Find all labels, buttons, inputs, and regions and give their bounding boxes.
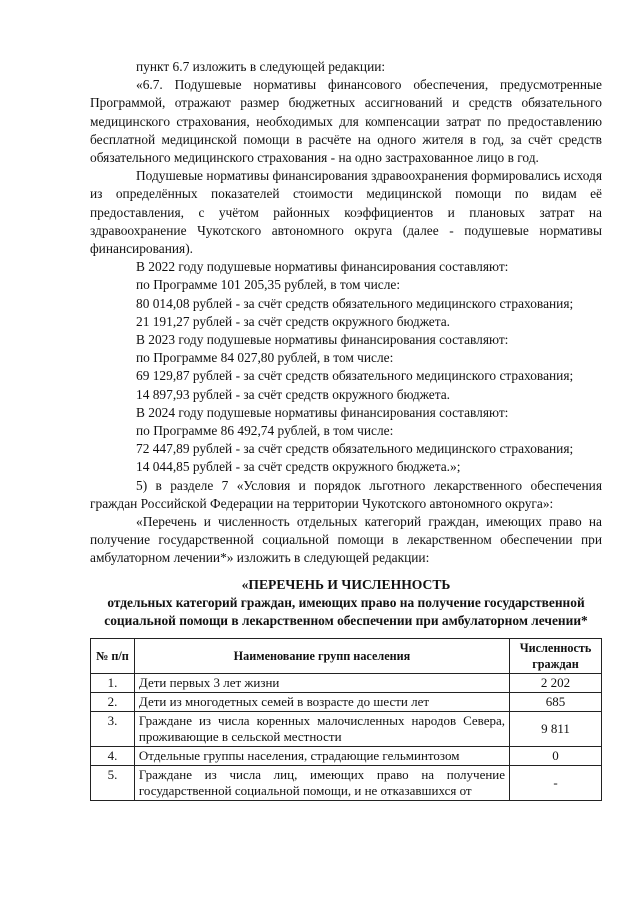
paragraph-2024-header: В 2024 году подушевые нормативы финансирования составляют: xyxy=(136,404,509,420)
row-count: 9 811 xyxy=(510,711,602,746)
row-group-name: Граждане из числа коренных малочисленных народов Севера, проживающие в сельской местности xyxy=(134,711,509,746)
table-row xyxy=(91,692,602,711)
table-subtitle: отдельных категорий граждан, имеющих право на получение государственной социальной помощи в лекарственном обеспечении при амбулаторном лечении* xyxy=(104,594,588,628)
table-row xyxy=(91,711,602,746)
paragraph-2023-oms: 69 129,87 рублей - за счёт средств обязательного медицинского страхования; xyxy=(136,368,574,384)
paragraph-2023-total: по Программе 84 027,80 рублей, в том числе: xyxy=(136,350,394,366)
header-number: № п/п xyxy=(91,638,135,673)
header-group-name: Наименование групп населения xyxy=(134,638,509,673)
beneficiaries-table xyxy=(90,638,602,801)
row-count: 0 xyxy=(510,746,602,765)
paragraph-2023-budget: 14 897,93 рублей - за счёт средств окружного бюджета. xyxy=(136,386,451,402)
paragraph-6-7: «6.7. Подушевые нормативы финансового обеспечения, предусмотренные Программой, отражают размер бюджетных ассигнований и средств обязательного медицинского страхования, необходимых для компенсации затрат по предоставлению бесплатной медицинской помощи в расчёте на одного жителя в год, за счёт средств обязательного медицинского страхования - на одно застрахованное лицо в год. xyxy=(90,77,602,166)
row-number: 2. xyxy=(91,692,135,711)
paragraph-2023-header: В 2023 году подушевые нормативы финансирования составляют: xyxy=(136,332,509,348)
paragraph-norms: Подушевые нормативы финансирования здравоохранения формировались исходя из определённых показателей стоимости медицинской помощи по видам её предоставления, с учётом районных коэффициентов и плановых затрат на здравоохранение Чукотского автономного округа (далее - подушевые нормативы финансирования). xyxy=(90,168,602,257)
table-row xyxy=(91,765,602,800)
header-count: Численность граждан xyxy=(510,638,602,673)
table-header-row xyxy=(91,638,602,673)
row-number: 1. xyxy=(91,673,135,692)
paragraph-2024-budget: 14 044,85 рублей - за счёт средств окружного бюджета.»; xyxy=(136,459,461,475)
row-count: 685 xyxy=(510,692,602,711)
row-group-name: Дети первых 3 лет жизни xyxy=(134,673,509,692)
paragraph-2022-total: по Программе 101 205,35 рублей, в том числе: xyxy=(136,277,401,293)
table-row xyxy=(91,746,602,765)
paragraph-2022-budget: 21 191,27 рублей - за счёт средств окружного бюджета. xyxy=(136,313,451,329)
row-group-name: Граждане из числа лиц, имеющих право на получение государственной социальной помощи, и не отказавшихся от xyxy=(134,765,509,800)
table-title: «ПЕРЕЧЕНЬ И ЧИСЛЕННОСТЬ xyxy=(241,576,451,592)
row-number: 4. xyxy=(91,746,135,765)
paragraph-section-7: 5) в разделе 7 «Условия и порядок льготного лекарственного обеспечения граждан Российской Федерации на территории Чукотского автономного округа»: xyxy=(90,477,602,511)
table-row xyxy=(91,673,602,692)
document-page xyxy=(90,58,602,801)
row-number: 3. xyxy=(91,711,135,746)
row-group-name: Отдельные группы населения, страдающие гельминтозом xyxy=(134,746,509,765)
paragraph-2024-oms: 72 447,89 рублей - за счёт средств обязательного медицинского страхования; xyxy=(136,441,574,457)
paragraph-2022-oms: 80 014,08 рублей - за счёт средств обязательного медицинского страхования; xyxy=(136,295,574,311)
row-count: - xyxy=(510,765,602,800)
paragraph-2024-total: по Программе 86 492,74 рублей, в том числе: xyxy=(136,423,394,439)
row-count: 2 202 xyxy=(510,673,602,692)
paragraph-list-intro: «Перечень и численность отдельных категорий граждан, имеющих право на получение государственной социальной помощи в лекарственном обеспечении при амбулаторном лечении*» изложить в следующей редакции: xyxy=(90,514,602,566)
row-number: 5. xyxy=(91,765,135,800)
paragraph-2022-header: В 2022 году подушевые нормативы финансирования составляют: xyxy=(136,259,509,275)
paragraph-intro: пункт 6.7 изложить в следующей редакции: xyxy=(136,59,386,74)
row-group-name: Дети из многодетных семей в возрасте до шести лет xyxy=(134,692,509,711)
